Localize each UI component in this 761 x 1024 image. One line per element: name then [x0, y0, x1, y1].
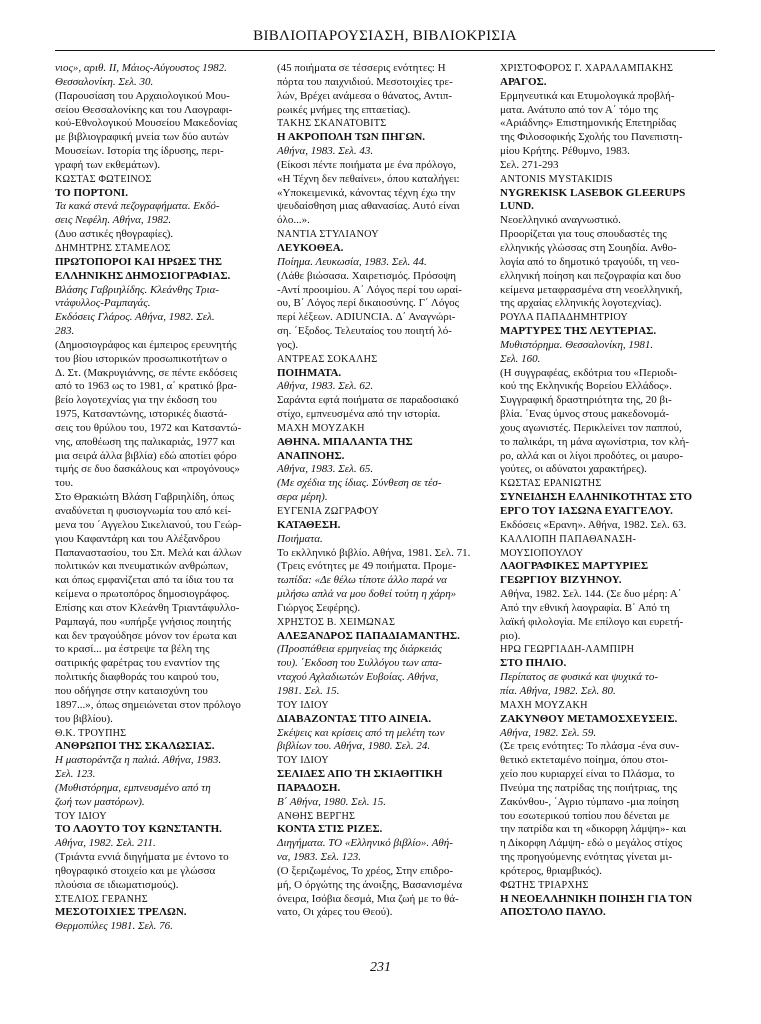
entry-text-line: η Δίκορφη Λάμψη- εδώ ο μεγάλος στίχος [500, 837, 683, 850]
entry-text-line: λογία από το δημοτικό τραγούδι, τη νεο- [500, 255, 680, 268]
entry-text-line: μενα του ΄Αγγελου Σικελιανού, του Γεώρ- [55, 518, 242, 531]
entry-text-line: από το 1963 ως το 1981, α΄ κρατικό βρα- [55, 380, 237, 393]
entry-text-line: κείμενα μεταφρασμένα στη νεοελληνική, [500, 283, 683, 296]
entry-author: ΗΡΩ ΓΕΩΡΓΙΑΔΗ-ΛΑΜΠΙΡΗ [500, 644, 635, 656]
entry-text-line: σεις Νεφέλη. Αθήνα, 1982. [55, 214, 172, 227]
entry-text-line: νιος», αριθ. ΙΙ, Μάιος-Αύγουστος 1982. [55, 62, 227, 74]
entry-text-line: (Παρουσίαση του Αρχαιολογικού Μου- [55, 89, 230, 102]
entry-text-line: «Αριάδνης» Επιστημονικής Επετηρίδας [500, 117, 677, 130]
entry-title: ΤΟ ΠΟΡΤΟΝΙ. [55, 186, 128, 199]
entry-title: Η ΑΚΡΟΠΟΛΗ ΤΩΝ ΠΗΓΩΝ. [277, 131, 426, 144]
entry-text-line: 1981. Σελ. 15. [277, 684, 340, 697]
entry-text-line: (Μυθιστόρημα, εμπνευσμένο από τη [55, 781, 211, 794]
entry-text-line: μια σειρά άλλα βιβλία) εδώ αποτίει φόρο [55, 449, 237, 462]
entry-text-line: Ερμηνευτικά και Ετυμολογικά προβλή- [500, 89, 675, 102]
entry-title: ΣΕΛΙΔΕΣ ΑΠΟ ΤΗ ΣΚΙΑΘΙΤΙΚΗ [277, 768, 443, 781]
book-entry [277, 699, 490, 754]
entry-text-line: 1975, Κατσαντώνης, ιστορικές διαστά- [55, 408, 228, 421]
entry-text-line: νης, αποθέωση της παλικαριάς, 1977 και [55, 435, 235, 448]
entry-text-line: Σελ. 271-293 [500, 158, 559, 171]
entry-text-line: Νεοελληνικό αναγνωστικό. [500, 214, 621, 227]
entry-text-line: «Η Τέχνη δεν πεθαίνει», όπου καταλήγει: [277, 172, 460, 185]
entry-text-line: Θερμοπύλες 1981. Σελ. 76. [55, 920, 173, 933]
entry-title: ΔΙΑΒΑΖΟΝΤΑΣ ΤΙΤΟ ΑΙΝΕΙΑ. [277, 712, 432, 725]
book-entry [500, 477, 713, 532]
entry-text-line: ρο, αλλά και οι λίγοι προδότες, οι μαυρο- [500, 449, 684, 462]
entry-text-line: -Αντί προοιμίου. Α΄ Λόγος περί του ωραί- [277, 283, 462, 296]
entry-text-line: ματα. Ανάτυπο από τον Α΄ τόμο της [500, 103, 658, 116]
book-entry [277, 62, 490, 117]
entry-text-line: της προηγούμενης ενότητας γίνεται μι- [500, 851, 673, 864]
entry-text-line: (Προσπάθεια ερμηνείας της διάρκειάς [277, 643, 443, 656]
entry-title: ΣΥΝΕΙΔΗΣΗ ΕΛΛΗΝΙΚΟΤΗΤΑΣ ΣΤΟ [500, 491, 693, 504]
entry-text-line: Αθήνα, 1982. Σελ. 144. (Σε δυο μέρη: Α΄ [500, 588, 682, 601]
entry-text-line: του βίου ιστορικών προσωπικοτήτων ο [55, 352, 228, 365]
entry-text-line: Η μαστοράντζα η παλιά. Αθήνα, 1983. [55, 754, 222, 767]
entry-text-line: Από την εθνική λαογραφία. Β΄ Από τη [500, 601, 670, 614]
entry-text-line: ριο). [500, 629, 521, 642]
entry-title: ΑΡΑΓΟΣ. [500, 75, 547, 88]
entry-author: ΣΤΕΛΙΟΣ ΓΕΡΑΝΗΣ [55, 893, 148, 905]
entry-title: ΜΕΣΟΤΟΙΧΙΕΣ ΤΡΕΛΩΝ. [55, 906, 187, 919]
entry-text-line: Αθήνα, 1983. Σελ. 65. [277, 463, 374, 476]
book-entry [55, 62, 268, 173]
entry-text-line: 283. [55, 325, 75, 338]
entry-text-line: Σαράντα εφτά ποιήματα σε παραδοσιακό [277, 394, 459, 407]
entry-text-line: ελληνικής γλώσσας στη Σουηδία. Ανθο- [500, 241, 677, 254]
entry-title: ΚΑΤΑΘΕΣΗ. [277, 518, 341, 531]
entry-author: ΚΑΛΛΙΟΠΗ ΠΑΠΑΘΑΝΑΣΗ- [500, 533, 637, 545]
entry-text-line: Αθήνα, 1982. Σελ. 211. [55, 837, 156, 850]
entry-text-line: Αθήνα, 1983. Σελ. 62. [277, 380, 374, 393]
entry-text-line: ου, Β΄ Λόγος περί δικαιοσύνης. Γ΄ Λόγος [277, 297, 460, 310]
entry-title: ΛΕΥΚΟΘΕΑ. [277, 241, 344, 254]
entry-author: ΧΡΙΣΤΟΦΟΡΟΣ Γ. ΧΑΡΑΛΑΜΠΑΚΗΣ [500, 63, 674, 74]
entry-text-line: πλούσια σε ιδιωματισμούς). [55, 878, 179, 891]
entry-text-line: του). ΄Εκδοση του Συλλόγου των απα- [277, 657, 443, 670]
header-rule [55, 50, 715, 51]
entry-text-line: χείο που κυριαρχεί είναι το Πλάσμα, το [500, 768, 675, 781]
book-entry [55, 173, 268, 242]
book-entry [277, 117, 490, 228]
entry-author: ΡΟΥΛΑ ΠΑΠΑΔΗΜΗΤΡΙΟΥ [500, 312, 628, 324]
entry-text-line: θετικό εκτεταμένο ποίημα, όπου στοι- [500, 754, 669, 767]
entry-author: ΑΝΘΗΣ ΒΕΡΓΗΣ [277, 810, 356, 822]
book-entry [500, 533, 713, 644]
entry-text-line: γραφή των εκθεμάτων). [55, 158, 161, 171]
entry-author: ΦΩΤΗΣ ΤΡΙΑΡΧΗΣ [500, 879, 589, 891]
entry-author: ΤΟΥ ΙΔΙΟΥ [277, 755, 329, 767]
entry-author: ΔΗΜΗΤΡΗΣ ΣΤΑΜΕΛΟΣ [55, 242, 171, 254]
entry-text-line: σατιρικής φαρέτρας του εναντίον της [55, 657, 220, 670]
entry-author: ΜΑΧΗ ΜΟΥΖΑΚΗ [500, 699, 588, 711]
entry-author: Θ.Κ. ΤΡΟΥΠΗΣ [55, 727, 127, 739]
entry-title: ΑΠΟΣΤΟΛΟ ΠΑΥΛΟ. [500, 906, 606, 919]
book-entry [277, 754, 490, 809]
entry-text-line: γος). [277, 338, 299, 351]
entry-text-line: ση. ΄Εξοδος. Τελευταίος του ποιητή λό- [277, 325, 452, 338]
entry-text-line: σείου Θεσσαλονίκης και του Λαογραφι- [55, 103, 233, 116]
entry-text-line: βιβλίων του. Αθήνα, 1980. Σελ. 24. [277, 740, 431, 753]
entry-title: ΑΘΗΝΑ. ΜΠΑΛΑΝΤΑ ΤΗΣ [277, 435, 413, 448]
book-entry [500, 173, 713, 311]
entry-author: ΤΟΥ ΙΔΙΟΥ [277, 699, 329, 711]
entry-text-line: στίχο, εμπνευσμένα από την ιστορία. [277, 408, 441, 421]
column-2 [277, 62, 490, 920]
book-entry [277, 353, 490, 422]
entry-text-line: πολιτικών και πνευματικών ανθρώπων, [55, 560, 229, 573]
entry-text-line: Επίσης και στον Κλεάνθη Τριαντάφυλλο- [55, 601, 240, 614]
entry-text-line: (Είκοσι πέντε ποιήματα με ένα πρόλογο, [277, 158, 456, 171]
entry-text-line: Ραμπαγά, που «υπήρξε γνήσιος ποιητής [55, 615, 231, 628]
entry-text-line: ρωικές μνήμες της επταετίας). [277, 103, 411, 116]
entry-text-line: με βιβλιογραφική μνεία των δύο αυτών [55, 131, 229, 144]
entry-text-line: του. [55, 477, 74, 490]
entry-text-line: λαϊκή φιλολογία. Με επίλογο και ευρετή- [500, 615, 684, 628]
entry-text-line: κού της Εκληνικής Βορείου Ελλάδος». [500, 380, 672, 393]
book-entry [55, 810, 268, 893]
entry-author: ANTONIS MYSTAKIDIS [500, 173, 613, 185]
entry-author-continued: ΜΟΥΣΙΟΠΟΥΛΟΥ [500, 547, 584, 559]
entry-text-line: Παπαναστασίου, του Σπ. Μελά και άλλων [55, 546, 242, 559]
entry-text-line: (Δημοσιογράφος και έμπειρος ερευνητής [55, 338, 237, 351]
entry-title: ΕΡΓΟ ΤΟΥ ΙΑΣΩΝΑ ΕΥΑΓΓΕΛΟΥ. [500, 505, 673, 517]
book-entry [277, 422, 490, 505]
entry-text-line: ελληνική ποίηση και πεζογραφία και δυο [500, 269, 681, 282]
entry-text-line: Διηγήματα. ΤΟ «Ελληνικό βιβλίο». Αθή- [277, 837, 453, 850]
entry-author: ΧΡΗΣΤΟΣ Β. ΧΕΙΜΩΝΑΣ [277, 616, 396, 628]
entry-text-line: Θεσσαλονίκη. Σελ. 30. [55, 75, 154, 88]
entry-text-line: (Τριάντα εννιά διηγήματα με έντονο το [55, 851, 229, 864]
entry-text-line: την πατρίδα και τη «δικορφη λάμψη»- και [500, 823, 687, 836]
entry-text-line: Εκδόσεις Γλάρος. Αθήνα, 1982. Σελ. [55, 311, 215, 324]
page-number: 231 [370, 960, 391, 975]
entry-title: LUND. [500, 200, 534, 213]
entry-text-line: κού-Εθνολογικού Μουσείου Μακεδονίας [55, 117, 238, 130]
entry-text-line: πολιτικής διαφθοράς του καιρού του, [55, 671, 219, 684]
column-1 [55, 62, 268, 934]
entry-title: ΑΝΑΠΝΟΗΣ. [277, 449, 345, 462]
book-entry [55, 242, 268, 727]
entry-text-line: σεις του θρύλου του, 1972 και Κατσαντώ- [55, 421, 242, 434]
entry-text-line: ντάφυλλος-Ραμπαγάς. [55, 297, 151, 310]
entry-title: ΠΡΩΤΟΠΟΡΟΙ ΚΑΙ ΗΡΩΕΣ ΤΗΣ [55, 255, 222, 268]
entry-text-line: του εσωτερικού τοπίου που δένεται με [500, 809, 670, 822]
book-entry [277, 228, 490, 353]
book-entry [500, 62, 713, 173]
entry-author: ΝΑΝΤΙΑ ΣΤΥΛΙΑΝΟΥ [277, 229, 379, 241]
entry-text-line: και δεν τραγούδησε μόνον τον έρωτα και [55, 629, 237, 642]
entry-author: ΚΩΣΤΑΣ ΦΩΤΕΙΝΟΣ [55, 173, 152, 185]
entry-text-line: σερα μέρη). [277, 491, 328, 504]
entry-text-line: γούτες, οι αδύνατοι χαρακτήρες). [500, 463, 647, 476]
entry-text-line: μιλήσω απλά να μου δοθεί τούτη η χάρη» [277, 588, 457, 601]
entry-text-line: Μουσείων. Ιστορία της ίδρυσης, περι- [55, 145, 224, 158]
entry-text-line: μίου Κρήτης. Ρέθυμνο, 1983. [500, 145, 630, 158]
entry-text-line: Σελ. 123. [55, 768, 96, 781]
book-entry [277, 810, 490, 921]
entry-text-line: του βιβλίου). [55, 712, 113, 725]
entry-text-line: Ποίημα. Λευκωσία, 1983. Σελ. 44. [277, 255, 427, 268]
entry-text-line: και όπως εμφανίζεται από τα ίδια του τα [55, 574, 234, 587]
entry-title: ΕΛΛΗΝΙΚΗΣ ΔΗΜΟΣΙΟΓΡΑΦΙΑΣ. [55, 269, 231, 282]
entry-title: ΠΟΙΗΜΑΤΑ. [277, 366, 342, 379]
entry-author: ΜΑΧΗ ΜΟΥΖΑΚΗ [277, 422, 365, 434]
entry-text-line: Σελ. 160. [500, 352, 541, 365]
entry-text-line: (Λάθε βιώσασα. Χαιρετισμός. Πρόσοψη [277, 269, 457, 282]
entry-text-line: (Η συγγραφέας, εκδότρια του «Περιοδι- [500, 366, 678, 379]
book-entry [500, 699, 713, 879]
entry-text-line: γιου Καφαντάρη και του Αλέξανδρου [55, 532, 221, 545]
entry-text-line: Ποιήματα. [277, 532, 323, 545]
entry-text-line: Περίπατος σε φυσικά και ψυχικά το- [500, 671, 659, 684]
entry-author: ΑΝΤΡΕΑΣ ΣΟΚΑΛΗΣ [277, 353, 378, 365]
entry-text-line: (Τρεις ενότητες με 49 ποιήματα. Προμε- [277, 560, 457, 573]
book-entry [55, 893, 268, 935]
entry-text-line: Γιώργος Σεφέρης). [277, 601, 361, 614]
entry-text-line: «Υποκειμενικά, κάνοντας τέχνη έχω την [277, 186, 456, 199]
entry-text-line: ψευδαίσθηση μιας αθανασίας. Αυτό είναι [277, 200, 460, 213]
entry-text-line: Προορίζεται για τους σπουδαστές της [500, 228, 667, 241]
entry-title: ΖΑΚΥΝΘΟΥ ΜΕΤΑΜΟΣΧΕΥΣΕΙΣ. [500, 712, 678, 725]
entry-text-line: Βλάσης Γαβριηλίδης. Κλεάνθης Τρια- [55, 283, 220, 296]
entry-text-line: Συγγραφική δραστηριότητα της, 20 βι- [500, 394, 672, 407]
entry-text-line: Πνεύμα της πατρίδας της ποιήτριας, της [500, 781, 677, 794]
entry-author: ΤΟΥ ΙΔΙΟΥ [55, 810, 107, 822]
entry-title: ΠΑΡΑΔΟΣΗ. [277, 781, 341, 794]
book-entry [500, 311, 713, 477]
book-entry [277, 616, 490, 699]
entry-text-line: 1897...», όπως σημειώνεται στον πρόλογο [55, 698, 241, 711]
entry-text-line: αναδύνεται η φυσιογνωμία του από κεί- [55, 505, 232, 517]
entry-title: ΑΛΕΞΑΝΔΡΟΣ ΠΑΠΑΔΙΑΜΑΝΤΗΣ. [277, 629, 460, 642]
book-entry [55, 727, 268, 810]
entry-text-line: το κρασί... μα έστρεψε τα βέλη της [55, 643, 210, 656]
entry-text-line: Ζακύνθου-, ΄Αγριο τύμπανο -μια ποίηση [500, 795, 680, 808]
entry-title: ΑΝΘΡΩΠΟΙ ΤΗΣ ΣΚΑΛΩΣΙΑΣ. [55, 740, 215, 753]
entry-title: NYGREKISK LASEBOK GLEERUPS [500, 186, 686, 199]
entry-text-line: Σκέψεις και κρίσεις από τη μελέτη των [277, 726, 445, 739]
book-entry [500, 643, 713, 698]
entry-author: ΤΑΚΗΣ ΣΚΑΝΑΤΟΒΙΤΣ [277, 118, 387, 130]
entry-text-line: της αρχαίας ελληνικής λογοτεχνίας). [500, 297, 662, 310]
entry-text-line: όνειρα, Ισόβια δεσμά, Μια ζωή με το θά- [277, 892, 459, 905]
entry-title: ΚΟΝΤΑ ΣΤΙΣ ΡΙΖΕΣ. [277, 823, 383, 836]
entry-text-line: πία. Αθήνα, 1982. Σελ. 80. [500, 684, 616, 697]
entry-text-line: (Ο ξεριζωμένος, Το χρέος, Στην επιδρο- [277, 864, 453, 877]
entry-text-line: Αθήνα, 1983. Σελ. 43. [277, 145, 374, 158]
entry-title: ΛΑΟΓΡΑΦΙΚΕΣ ΜΑΡΤΥΡΙΕΣ [500, 560, 649, 573]
entry-text-line: Τα κακά στενά πεζογραφήματα. Εκδό- [55, 200, 220, 213]
entry-text-line: που οδήγησε στην καταισχύνη του [55, 684, 208, 697]
book-entry [500, 879, 713, 921]
entry-text-line: κρότερος, θριαμβικός). [500, 864, 602, 877]
entry-title: Η ΝΕΟΕΛΛΗΝΙΚΗ ΠΟΙΗΣΗ ΓΙΑ ΤΟΝ [500, 892, 693, 905]
entry-text-line: βλία. ΄Ενας ύμνος στους μακεδονομά- [500, 408, 670, 421]
entry-text-line: χους αγωνιστές. Περικλείνει τον παππού, [500, 421, 682, 434]
column-3 [500, 62, 713, 920]
entry-title: ΜΑΡΤΥΡΕΣ ΤΗΣ ΛΕΥΤΕΡΙΑΣ. [500, 325, 657, 338]
entry-text-line: νατο, Οι χάρες του Θεού). [277, 906, 393, 919]
entry-text-line: (Δυο αστικές ηθογραφίες). [55, 228, 174, 241]
entry-text-line: Αθήνα, 1982. Σελ. 59. [500, 726, 597, 739]
entry-text-line: μή, Ο όργώτης της άνοιξης, Βασανισμένα [277, 878, 463, 891]
entry-text-line: κείμενα ο πρωτοπόρος δημοσιογράφος. [55, 588, 230, 601]
entry-text-line: βείο λογοτεχνίας για την έκδοση του [55, 394, 217, 407]
entry-text-line: Το εκλληνικό βιβλίο. Αθήνα, 1981. Σελ. 71. [277, 546, 471, 559]
entry-text-line: Β΄ Αθήνα, 1980. Σελ. 15. [277, 795, 387, 808]
entry-title: ΓΕΩΡΓΙΟΥ ΒΙΖΥΗΝΟΥ. [500, 574, 622, 587]
entry-text-line: της Φιλοσοφικής Σχολής του Πανεπιστη- [500, 131, 683, 144]
entry-text-line: τωπίδα: «Δε θέλω τίποτε άλλο παρά να [277, 574, 447, 587]
entry-text-line: λών, Βρέχει ανάμεσα ο θάνατος, Αντιπ- [277, 89, 453, 102]
entry-text-line: Εκδόσεις «Ερανη». Αθήνα, 1982. Σελ. 63. [500, 518, 687, 531]
entry-text-line: ζωή των μαστόρων). [55, 795, 145, 808]
book-entry [277, 505, 490, 616]
running-header: ΒΙΒΛΙΟΠΑΡΟΥΣΙΑΣΗ, ΒΙΒΛΙΟΚΡΙΣΙΑ [253, 28, 517, 44]
entry-text-line: (Με σχέδια της ίδιας. Σύνθεση σε τέσ- [277, 477, 442, 490]
entry-author: ΚΩΣΤΑΣ ΕΡΑΝΙΩΤΗΣ [500, 478, 602, 490]
entry-title: ΣΤΟ ΠΗΛΙΟ. [500, 657, 567, 670]
entry-author: ΕΥΓΕΝΙΑ ΖΩΓΡΑΦΟΥ [277, 506, 379, 517]
entry-text-line: (45 ποιήματα σε τέσσερις ενότητες: Η [277, 62, 446, 74]
entry-text-line: όλο...». [277, 214, 310, 227]
entry-text-line: περί λέξεων. ADIUNCIA. Δ΄ Αναγνώρι- [277, 311, 456, 324]
entry-text-line: Μυθιστόρημα. Θεσσαλονίκη, 1981. [500, 338, 654, 351]
entry-text-line: Στο Θρακιώτη Βλάση Γαβριηλίδη, όπως [55, 491, 234, 504]
entry-text-line: να, 1983. Σελ. 123. [277, 851, 362, 864]
entry-text-line: το παλικάρι, τη μάνα αγωνίστρια, τον κλή- [500, 435, 690, 448]
entry-text-line: (Σε τρεις ενότητες: Το πλάσμα -ένα συν- [500, 740, 680, 753]
entry-text-line: τιμής σε δυο δασκάλους και «προγόνους» [55, 463, 240, 476]
entry-title: ΤΟ ΛΑΟΥΤΟ ΤΟΥ ΚΩΝΣΤΑΝΤΗ. [55, 823, 222, 836]
entry-text-line: νταχού Αχλαδιωτών Ευβοίας. Αθήνα, [277, 671, 439, 684]
entry-text-line: ηθογραφικό στοιχείο και με γλώσσα [55, 864, 216, 877]
entry-text-line: Δ. Στ. (Μακρυγιάννης, σε πέντε εκδόσεις [55, 366, 238, 379]
entry-text-line: πόρτα του παιχνιδιού. Μεσοτοιχίες τρε- [277, 75, 453, 88]
